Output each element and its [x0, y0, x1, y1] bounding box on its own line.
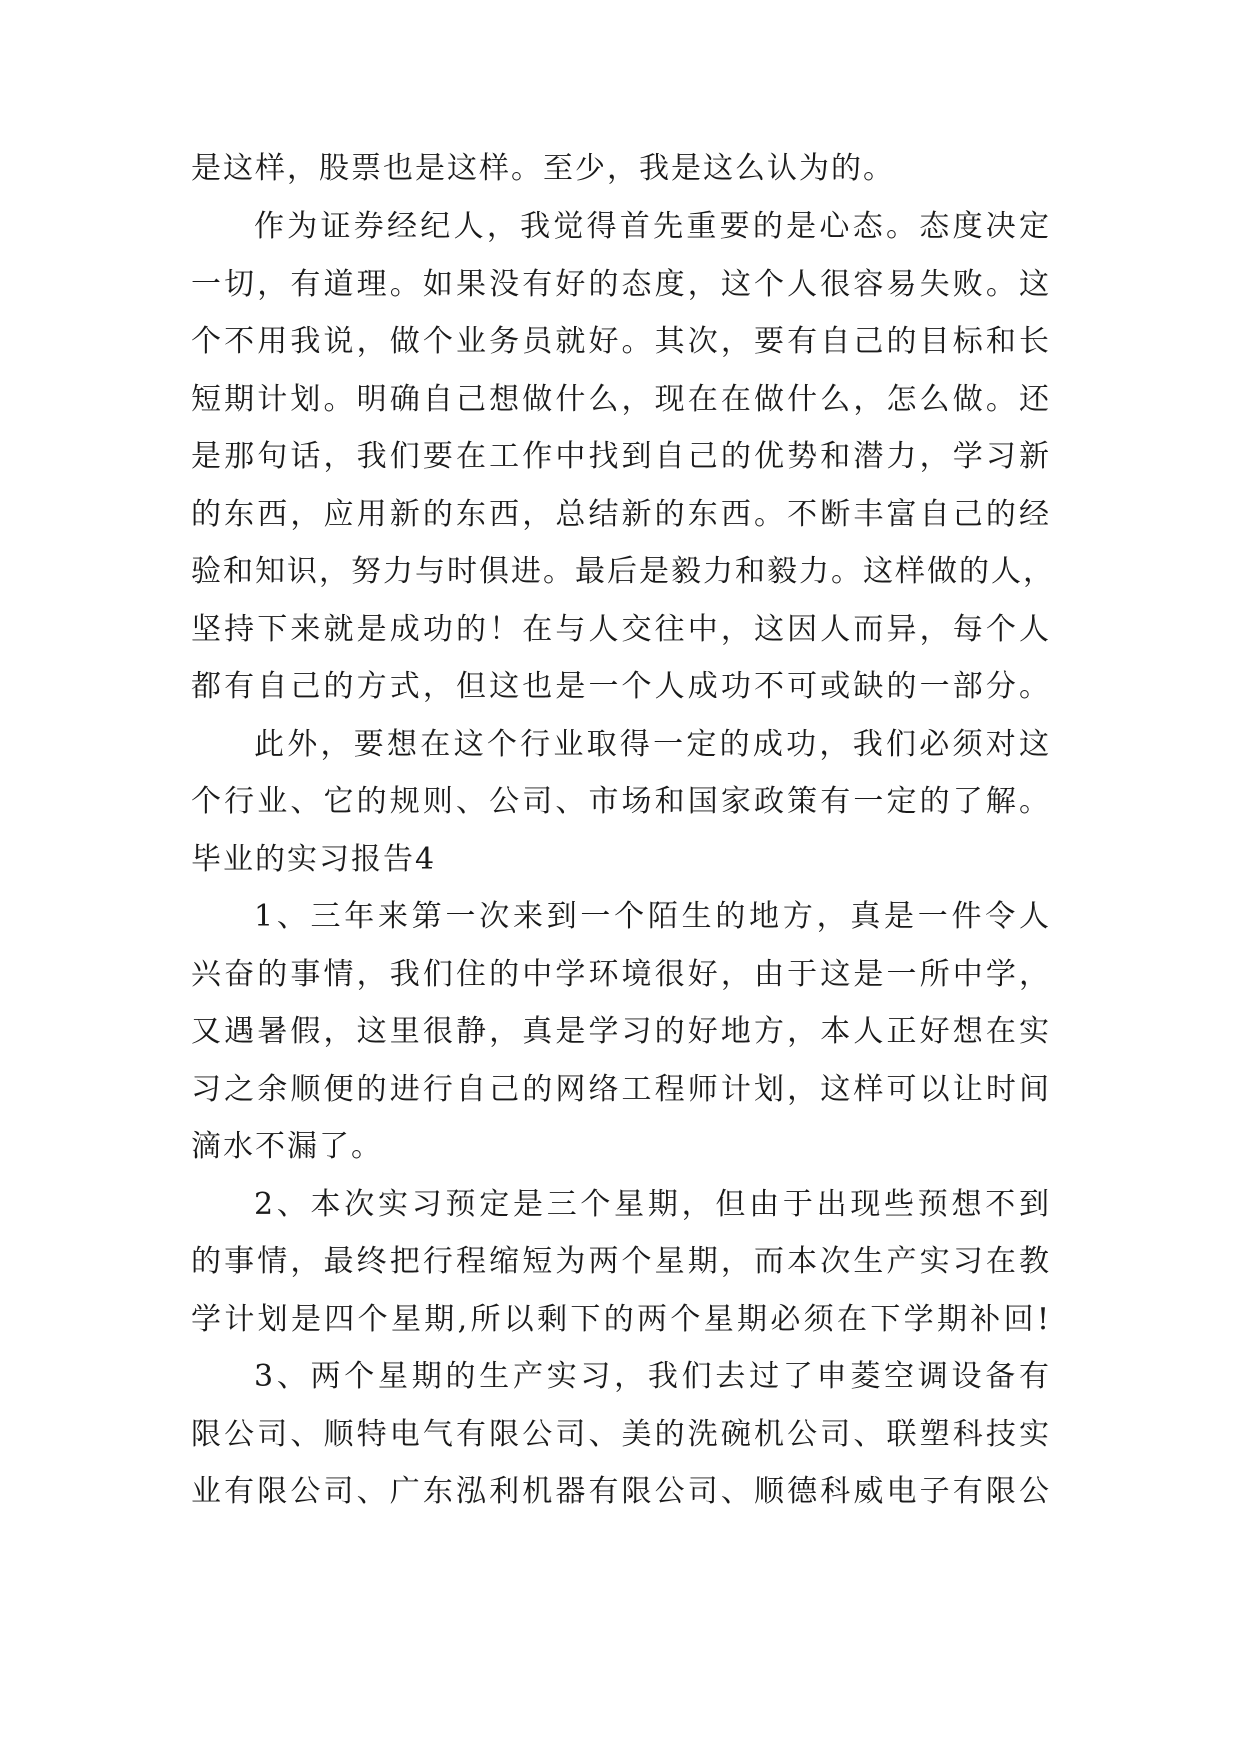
- text-line: 都有自己的方式，但这也是一个人成功不可或缺的一部分。: [191, 669, 1051, 704]
- text-line: 验和知识，努力与时俱进。最后是毅力和毅力。这样做的人，: [191, 554, 1055, 589]
- text-line: 个不用我说，做个业务员就好。其次，要有自己的目标和长: [191, 324, 1051, 359]
- text-line: 业有限公司、广东泓利机器有限公司、顺德科威电子有限公: [191, 1474, 1051, 1509]
- text-line: 滴水不漏了。: [191, 1129, 383, 1164]
- paragraph-first-line: 此外，要想在这个行业取得一定的成功，我们必须对这: [254, 727, 1051, 762]
- text-line: 的事情，最终把行程缩短为两个星期，而本次生产实习在教: [191, 1244, 1051, 1279]
- text-line: 习之余顺便的进行自己的网络工程师计划，这样可以让时间: [191, 1072, 1051, 1107]
- text-line: 又遇暑假，这里很静，真是学习的好地方，本人正好想在实: [191, 1014, 1051, 1049]
- paragraph-first-line: 1、三年来第一次来到一个陌生的地方，真是一件令人: [254, 899, 1051, 934]
- section-heading: 毕业的实习报告4: [191, 842, 437, 877]
- text-line: 的东西，应用新的东西，总结新的东西。不断丰富自己的经: [191, 497, 1051, 532]
- text-line: 是这样，股票也是这样。至少，我是这么认为的。: [191, 151, 895, 186]
- text-line: 是那句话，我们要在工作中找到自己的优势和潜力，学习新: [191, 439, 1051, 474]
- text-line: 短期计划。明确自己想做什么，现在在做什么，怎么做。还: [191, 382, 1051, 417]
- text-line: 学计划是四个星期,所以剩下的两个星期必须在下学期补回!: [191, 1302, 1051, 1337]
- paragraph-first-line: 3、两个星期的生产实习，我们去过了申菱空调设备有: [254, 1359, 1051, 1394]
- text-line: 个行业、它的规则、公司、市场和国家政策有一定的了解。: [191, 784, 1051, 819]
- paragraph-first-line: 2、本次实习预定是三个星期，但由于出现些预想不到: [254, 1187, 1051, 1222]
- text-line: 兴奋的事情，我们住的中学环境很好，由于这是一所中学，: [191, 957, 1051, 992]
- text-line: 限公司、顺特电气有限公司、美的洗碗机公司、联塑科技实: [191, 1417, 1051, 1452]
- paragraph-first-line: 作为证券经纪人，我觉得首先重要的是心态。态度决定: [254, 209, 1051, 244]
- text-line: 一切，有道理。如果没有好的态度，这个人很容易失败。这: [191, 267, 1051, 302]
- text-line: 坚持下来就是成功的！在与人交往中，这因人而异，每个人: [191, 612, 1051, 647]
